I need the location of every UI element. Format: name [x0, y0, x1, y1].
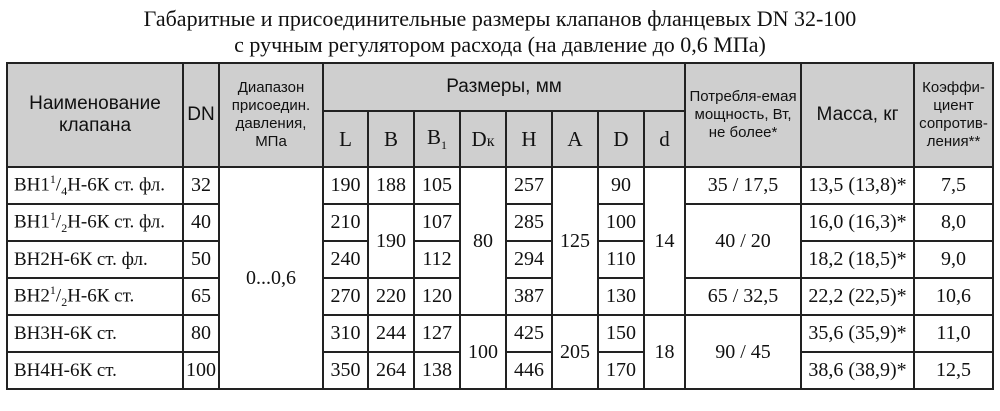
A-cell: 205: [552, 315, 598, 389]
D-cell: 170: [598, 352, 644, 389]
L-cell: 190: [323, 167, 368, 204]
header-resistance-coef: Коэффи-циент сопротив-ления**: [914, 63, 993, 167]
B1-cell: 127: [414, 315, 460, 352]
D-cell: 130: [598, 278, 644, 315]
header-Dk: Dк: [460, 111, 506, 167]
dimensions-table: [6, 62, 994, 390]
power-cell: 40 / 20: [685, 204, 801, 278]
H-cell: 294: [506, 241, 552, 278]
valve-name: ВН3Н-6К ст.: [7, 315, 183, 352]
valve-name: $ВН1^1/_2Н-6К$ ст. фл.: [7, 204, 183, 241]
dn-cell: 65: [183, 278, 219, 315]
D-cell: 90: [598, 167, 644, 204]
B1-cell: 138: [414, 352, 460, 389]
header-power: Потребля-емая мощность, Вт, не более*: [685, 63, 801, 167]
header-mass: Масса, кг: [801, 63, 914, 167]
dn-cell: 32: [183, 167, 219, 204]
header-name: Наименование клапана: [7, 63, 183, 167]
B-cell: 264: [368, 352, 414, 389]
header-dn: DN: [183, 63, 219, 167]
D-cell: 100: [598, 204, 644, 241]
title-line-1: Габаритные и присоединительные размеры клапанов фланцевых DN 32-100: [143, 6, 857, 31]
header-B1: $B_1$: [414, 111, 460, 167]
Dk-cell: 100: [460, 315, 506, 389]
B-cell: 188: [368, 167, 414, 204]
H-cell: 425: [506, 315, 552, 352]
D-cell: 150: [598, 315, 644, 352]
coef-cell: 10,6: [914, 278, 993, 315]
header-H: H: [506, 111, 552, 167]
B1-cell: 107: [414, 204, 460, 241]
table-row: [7, 167, 993, 204]
power-cell: 90 / 45: [685, 315, 801, 389]
mass-cell: 13,5 (13,8)*: [801, 167, 914, 204]
L-cell: 310: [323, 315, 368, 352]
Dk-cell: 80: [460, 167, 506, 315]
header-A: A: [552, 111, 598, 167]
H-cell: 446: [506, 352, 552, 389]
power-cell: 65 / 32,5: [685, 278, 801, 315]
table-row: [7, 315, 993, 352]
mass-cell: 38,6 (38,9)*: [801, 352, 914, 389]
B-cell: 244: [368, 315, 414, 352]
table-title: [0, 6, 1000, 60]
B1-cell: 105: [414, 167, 460, 204]
d-cell: 18: [644, 315, 685, 389]
D-cell: 110: [598, 241, 644, 278]
header-d: d: [644, 111, 685, 167]
coef-cell: 7,5: [914, 167, 993, 204]
title-line-2: с ручным регулятором расхода (на давление до 0,6 МПа): [234, 32, 766, 57]
dn-cell: 50: [183, 241, 219, 278]
L-cell: 240: [323, 241, 368, 278]
header-D: D: [598, 111, 644, 167]
dn-cell: 80: [183, 315, 219, 352]
header-pressure-range: Диапазон присоедин. давления, МПа: [219, 63, 323, 167]
B-cell: 220: [368, 278, 414, 315]
valve-name: ВН4Н-6К ст.: [7, 352, 183, 389]
A-cell: 125: [552, 167, 598, 315]
valve-name: $ВН2^1/_2Н-6К$ ст.: [7, 278, 183, 315]
coef-cell: 8,0: [914, 204, 993, 241]
header-L: L: [323, 111, 368, 167]
valve-name: $ВН1^1/_4Н-6К$ ст. фл.: [7, 167, 183, 204]
mass-cell: 18,2 (18,5)*: [801, 241, 914, 278]
coef-cell: 12,5: [914, 352, 993, 389]
B1-cell: 112: [414, 241, 460, 278]
header-sizes: Размеры, мм: [323, 63, 685, 111]
L-cell: 270: [323, 278, 368, 315]
B-cell: 190: [368, 204, 414, 278]
H-cell: 285: [506, 204, 552, 241]
coef-cell: 11,0: [914, 315, 993, 352]
d-cell: 14: [644, 167, 685, 315]
mass-cell: 35,6 (35,9)*: [801, 315, 914, 352]
power-cell: 35 / 17,5: [685, 167, 801, 204]
B1-cell: 120: [414, 278, 460, 315]
dn-cell: 40: [183, 204, 219, 241]
header-B: B: [368, 111, 414, 167]
valve-name: ВН2Н-6К ст. фл.: [7, 241, 183, 278]
mass-cell: 16,0 (16,3)*: [801, 204, 914, 241]
L-cell: 210: [323, 204, 368, 241]
coef-cell: 9,0: [914, 241, 993, 278]
mass-cell: 22,2 (22,5)*: [801, 278, 914, 315]
pressure-range-cell: 0...0,6: [219, 167, 323, 389]
H-cell: 257: [506, 167, 552, 204]
L-cell: 350: [323, 352, 368, 389]
dn-cell: 100: [183, 352, 219, 389]
H-cell: 387: [506, 278, 552, 315]
